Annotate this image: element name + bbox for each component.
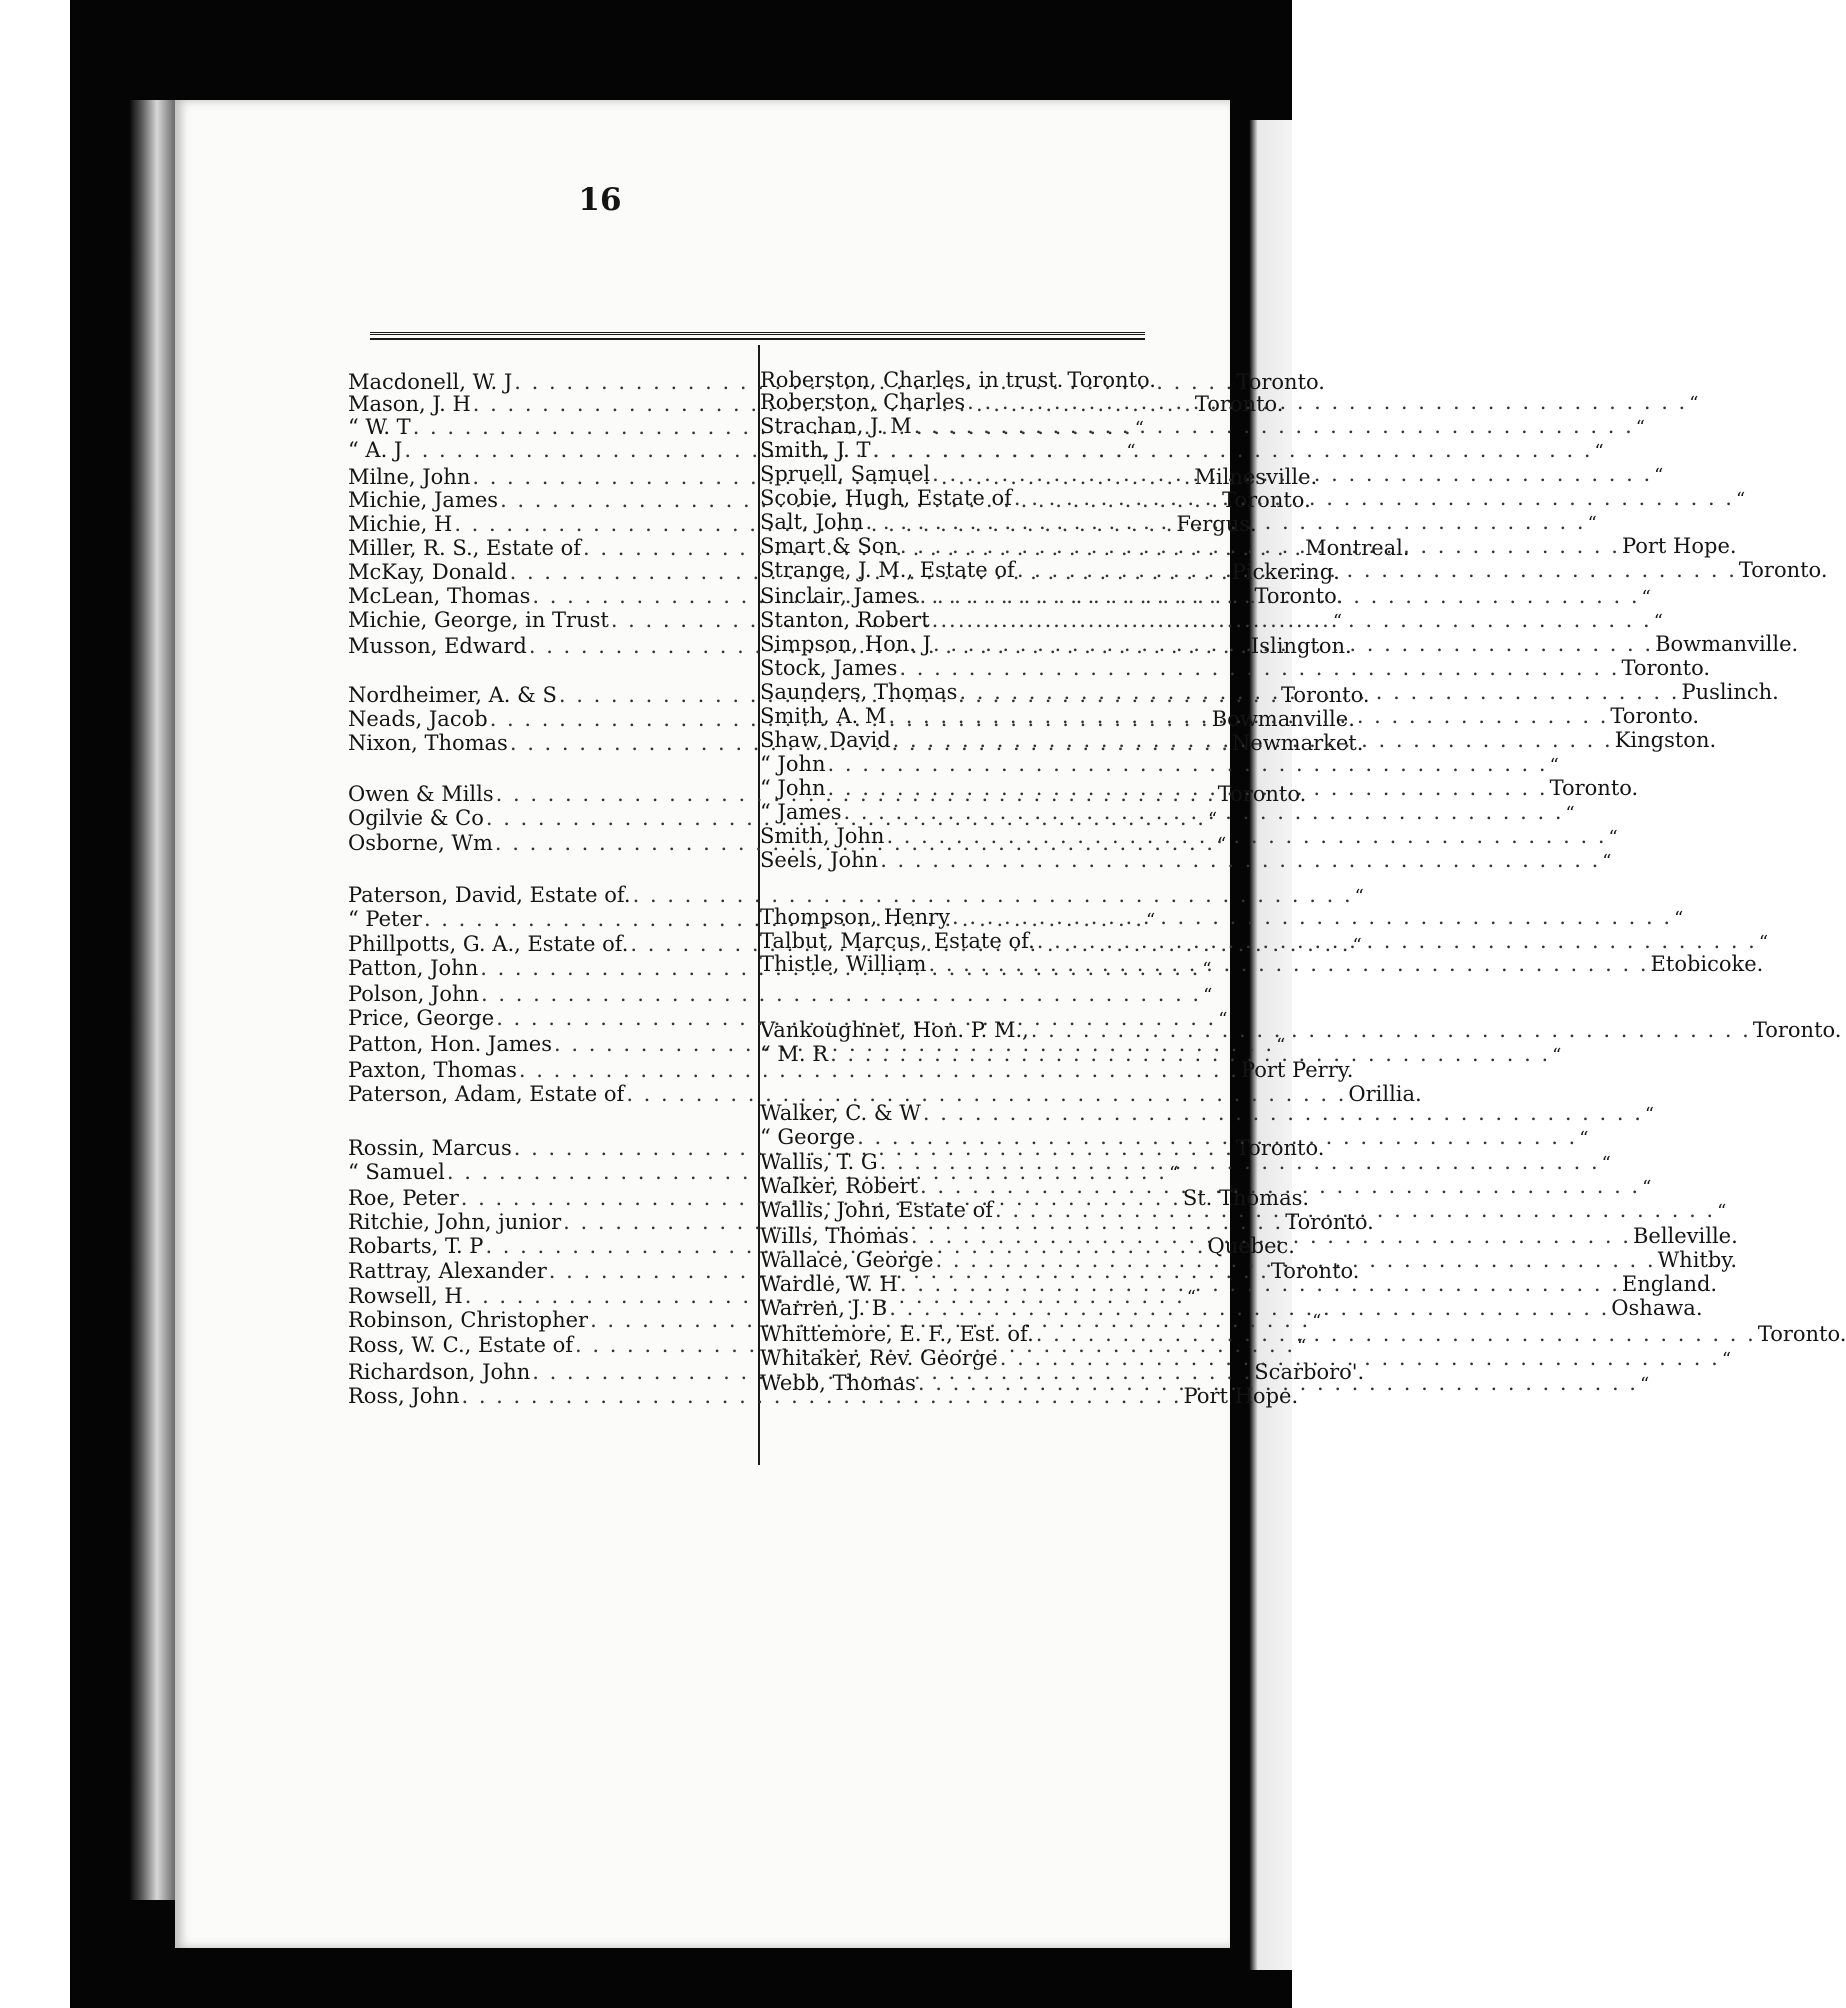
directory-entry [760, 951, 1764, 977]
scan-margin-left [0, 0, 70, 2008]
entry-name: Paxton, Thomas [348, 1058, 517, 1082]
entry-place: Toronto. [1236, 370, 1325, 394]
entry-place: “ [1297, 1336, 1307, 1357]
entry-name: Robarts, T. P [348, 1234, 484, 1258]
entry-place: England. [1621, 1272, 1718, 1296]
entry-name: Ogilvie & Co [348, 806, 484, 830]
leader-dots [888, 703, 1608, 729]
entry-name: “ John [760, 752, 826, 776]
entry-name: Saunders, Thomas [760, 680, 958, 704]
entry-name: Ritchie, John, junior [348, 1210, 562, 1234]
entry-name: Polson, John [348, 982, 480, 1006]
entry-place: Port Hope. [1183, 1384, 1299, 1408]
entry-place: Fergus. [1176, 512, 1257, 536]
entry-place: Port Perry. [1240, 1058, 1354, 1082]
entry-name: McKay, Donald [348, 560, 508, 584]
leader-dots [900, 1271, 1620, 1297]
entry-place: “ [1644, 1104, 1655, 1125]
leader-dots [952, 904, 1672, 930]
entry-name: Rossin, Marcus [348, 1136, 512, 1160]
leader-dots [866, 509, 1586, 535]
entry-place: Toronto. [1217, 782, 1307, 806]
entry-place: Toronto. [1067, 368, 1156, 392]
entry-place: Toronto. [1235, 1136, 1325, 1160]
directory-entry [760, 775, 1639, 801]
directory-entry [760, 1149, 1611, 1175]
entry-name: Patton, Hon. James [348, 1032, 552, 1056]
directory-entry [760, 904, 1684, 930]
entry-name: Stock, James [760, 656, 898, 680]
entry-place: Pickering. [1231, 560, 1340, 584]
leader-dots [830, 1041, 1550, 1067]
entry-name: Phillpotts, G. A., Estate of. [348, 932, 629, 956]
entry-name: Mason, J. H [348, 392, 471, 416]
directory-entry [760, 1345, 1732, 1371]
leader-dots [933, 631, 1653, 657]
entry-place: Kingston. [1614, 728, 1717, 752]
entry-place: “ [1218, 1009, 1228, 1030]
entry-name: Roe, Peter [348, 1186, 459, 1210]
entry-name: Whittemore, E. F., Est. of. [760, 1322, 1034, 1346]
directory-entry [760, 1100, 1655, 1126]
entry-name: Owen & Mills [348, 782, 494, 806]
directory-entry [760, 799, 1575, 825]
leader-dots [959, 679, 1679, 705]
leader-dots [481, 981, 1201, 1007]
entry-name: “ A. J [348, 438, 403, 462]
entry-place: “ [1654, 465, 1664, 486]
entry-place: Oshawa. [1611, 1296, 1703, 1320]
entry-place: Toronto. [1738, 558, 1828, 582]
leader-dots [932, 461, 1652, 487]
directory-entry [760, 413, 1645, 439]
entry-place: Newmarket. [1231, 731, 1364, 755]
page-number: 16 [578, 182, 622, 218]
leader-dots [923, 1100, 1643, 1126]
entry-place: Toronto. [1254, 584, 1344, 608]
entry-place: Toronto. [1285, 1210, 1374, 1234]
entry-place: “ [1635, 417, 1645, 438]
entry-place: Toronto. [1549, 776, 1639, 800]
entry-name: Paterson, Adam, Estate of [348, 1082, 625, 1106]
directory-entry [760, 1321, 1846, 1347]
leader-dots [928, 951, 1648, 977]
leader-dots [1036, 1321, 1756, 1347]
entry-name: Michie, James [348, 488, 499, 512]
entry-place: “ [1674, 908, 1684, 929]
entry-name: Vankoughnet, Hon. P. M., [760, 1018, 1029, 1042]
entry-name: Milne, John [348, 465, 471, 489]
directory-entry [760, 1295, 1703, 1321]
entry-name: “ M. R [760, 1042, 829, 1066]
entry-name: Richardson, John [348, 1360, 531, 1384]
entry-place: Toronto. [1757, 1322, 1846, 1346]
entry-place: “ [1642, 1177, 1652, 1198]
entry-name: Talbut, Marcus, Estate of. [760, 929, 1035, 953]
entry-name: Webb, Thomas [760, 1371, 916, 1395]
entry-place: Bowmanville. [1211, 707, 1355, 731]
entry-place: Toronto. [1222, 488, 1311, 512]
entry-name: Musson, Edward [348, 634, 527, 658]
entry-place: St. Thomas. [1182, 1186, 1310, 1210]
entry-name: Robinson, Christopher [348, 1308, 589, 1332]
entry-name: Michie, H [348, 512, 453, 536]
entry-place: Orillia. [1348, 1082, 1422, 1106]
entry-name: Thistle, William [760, 952, 927, 976]
entry-place: “ [1579, 1128, 1589, 1149]
directory-entry [760, 607, 1663, 633]
leader-dots [919, 583, 1639, 609]
entry-name: Simpson, Hon. J [760, 632, 932, 656]
leader-dots [899, 655, 1619, 681]
entry-name: “ W. T [348, 415, 411, 439]
entry-place: “ [1312, 1311, 1322, 1332]
entry-name: Thompson, Henry [760, 905, 950, 929]
leader-dots [857, 1124, 1577, 1150]
entry-place: “ [1565, 803, 1575, 824]
leader-dots [872, 437, 1592, 463]
entry-name: Price, George [348, 1006, 495, 1030]
entry-place: “ [1758, 932, 1769, 953]
entry-name: Ross, John [348, 1384, 460, 1408]
entry-place: “ [1352, 935, 1362, 956]
leader-dots [828, 775, 1548, 801]
entry-place: “ [1216, 834, 1227, 855]
entry-place: “ [1689, 393, 1699, 414]
entry-place: “ [1639, 1374, 1650, 1395]
entry-place: Toronto. [1752, 1018, 1842, 1042]
entry-name: Whitaker, Rev. George [760, 1346, 998, 1370]
entry-place: “ [1717, 1201, 1727, 1222]
entry-name: Walker, C. & W [760, 1101, 921, 1125]
directory-entry [760, 655, 1711, 681]
entry-name: Rattray, Alexander [348, 1259, 547, 1283]
entry-place: “ [1134, 418, 1144, 439]
entry-place: “ [1721, 1349, 1732, 1370]
leader-dots [900, 533, 1620, 559]
entry-place: Scarboro'. [1254, 1360, 1365, 1384]
leader-dots [1017, 557, 1737, 583]
entry-name: Strachan, J. M [760, 414, 912, 438]
entry-name: Macdonell, W. J [348, 370, 513, 394]
entry-name: Wills, Thomas [760, 1224, 909, 1248]
directory-entry [348, 1081, 1422, 1107]
entry-name: Warren, J. B [760, 1296, 888, 1320]
leader-dots [880, 847, 1600, 873]
leader-dots [880, 1149, 1600, 1175]
entry-name: Paterson, David, Estate of. [348, 883, 631, 907]
entry-name: Ross, W. C., Estate of [348, 1333, 573, 1357]
entry-name: “ Peter [348, 907, 422, 931]
entry-name: Smith, John [760, 824, 885, 848]
directory-entry [760, 823, 1618, 849]
entry-name: “ Samuel [348, 1160, 445, 1184]
leader-dots [936, 1247, 1656, 1273]
entry-place: Toronto. [1194, 392, 1284, 416]
entry-name: Rowsell, H [348, 1284, 463, 1308]
directory-entry [760, 1041, 1562, 1067]
entry-name: Walker, Robert [760, 1174, 919, 1198]
entry-place: “ [1601, 1153, 1611, 1174]
leader-dots [967, 389, 1687, 415]
header-rule [370, 332, 1145, 340]
entry-place: Etobicoke. [1650, 952, 1764, 976]
entry-name: Wallis, T. G [760, 1150, 878, 1174]
entry-place: “ [1549, 755, 1559, 776]
entry-place: “ [1735, 489, 1746, 510]
entry-place: Whitby. [1657, 1248, 1738, 1272]
leader-dots [1014, 485, 1734, 511]
entry-name: Seels, John [760, 848, 879, 872]
entry-name: Nixon, Thomas [348, 731, 508, 755]
entry-place: “ [1186, 1287, 1196, 1308]
entry-place: “ [1276, 1035, 1286, 1056]
entry-name: Nordheimer, A. & S [348, 683, 557, 707]
entry-place: Toronto. [1280, 683, 1370, 707]
leader-dots [911, 1223, 1631, 1249]
leader-dots [843, 799, 1563, 825]
directory-entry [760, 847, 1612, 873]
entry-name: Neads, Jacob [348, 707, 488, 731]
entry-name: Spruell, Samuel [760, 462, 931, 486]
entry-name: Wallace, George [760, 1248, 934, 1272]
entry-place: Toronto. [1610, 704, 1700, 728]
entry-place: “ [1203, 985, 1213, 1006]
entry-place: “ [1354, 886, 1364, 907]
entry-place: Montreal. [1305, 536, 1410, 560]
leader-dots [920, 1173, 1640, 1199]
entry-place: “ [1126, 441, 1136, 462]
leader-dots [886, 823, 1606, 849]
entry-name: Salt, John [760, 510, 864, 534]
entry-name: Shaw, David [760, 728, 891, 752]
entry-place: Port Hope. [1621, 534, 1737, 558]
entry-place: Belleville. [1632, 1224, 1738, 1248]
leader-dots [1031, 1017, 1751, 1043]
entry-name: Roberston, Charles [760, 390, 966, 414]
entry-name: Scobie, Hugh, Estate of [760, 486, 1012, 510]
entry-name: Patton, John [348, 956, 479, 980]
entry-place: Toronto. [1270, 1259, 1360, 1283]
entry-place: Quebec. [1207, 1234, 1295, 1258]
entry-place: “ [1602, 851, 1612, 872]
entry-place: Islington. [1250, 634, 1352, 658]
directory-entry [760, 1017, 1842, 1043]
entry-name: Wardle, W. H [760, 1272, 898, 1296]
directory-entry [348, 1057, 1354, 1083]
entry-place: Milnesville. [1194, 465, 1318, 489]
entry-name: Smith, A. M [760, 704, 887, 728]
leader-dots [932, 607, 1652, 633]
entry-place: “ [1207, 809, 1218, 830]
leader-dots [893, 727, 1613, 753]
directory-entry [348, 882, 1364, 908]
entry-name: Sinclair, James [760, 584, 918, 608]
entry-place: Puslinch. [1681, 680, 1779, 704]
entry-place: “ [1202, 959, 1212, 980]
directory-entry [760, 437, 1604, 463]
leader-dots [914, 413, 1634, 439]
entry-name: Smart & Son [760, 534, 898, 558]
directory-entry [348, 981, 1213, 1007]
leader-dots [918, 1370, 1638, 1396]
entry-name: Wallis, John, Estate of [760, 1198, 994, 1222]
leader-dots [995, 1197, 1715, 1223]
entry-place: “ [1146, 910, 1156, 931]
entry-place: “ [1168, 1163, 1179, 1184]
entry-name: “ George [760, 1125, 856, 1149]
entry-place: “ [1332, 611, 1343, 632]
entry-name: McLean, Thomas [348, 584, 531, 608]
entry-name: Michie, George, in Trust [348, 608, 609, 632]
entry-name: Osborne, Wm [348, 831, 493, 855]
entry-place: “ [1552, 1045, 1562, 1066]
leader-dots [889, 1295, 1609, 1321]
entry-place: Bowmanville. [1655, 632, 1799, 656]
entry-name: Strange, J. M., Estate of [760, 558, 1015, 582]
directory-entry [760, 751, 1559, 777]
entry-place: Toronto. [1621, 656, 1711, 680]
entry-name: Roberston, Charles, in trust. [760, 368, 1064, 392]
entry-name: Miller, R. S., Estate of [348, 536, 582, 560]
leader-dots [1000, 1345, 1720, 1371]
scan-margin-right [1292, 0, 1352, 2008]
entry-place: “ [1653, 611, 1663, 632]
entry-name: “ James [760, 800, 842, 824]
leader-dots [828, 751, 1548, 777]
entry-place: “ [1641, 587, 1651, 608]
entry-name: Smith, J. T [760, 438, 871, 462]
entry-name: “ John [760, 776, 826, 800]
entry-place: “ [1594, 441, 1604, 462]
entry-place: “ [1608, 827, 1618, 848]
entry-name: Stanton, Robert [760, 608, 930, 632]
entry-place: “ [1587, 513, 1597, 534]
